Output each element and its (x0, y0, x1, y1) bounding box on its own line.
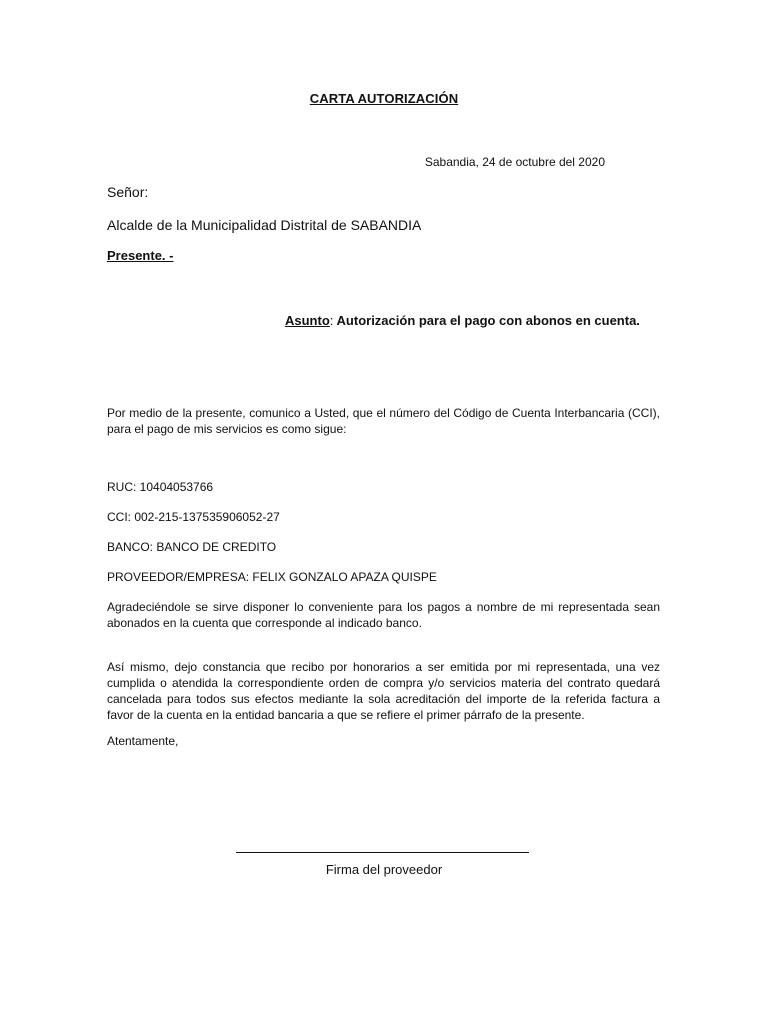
recipient: Alcalde de la Municipalidad Distrital de SABANDIA (107, 217, 422, 233)
letter-title: CARTA AUTORIZACIÓN (309, 91, 459, 106)
subject-line (285, 313, 640, 328)
letter-date: Sabandia, 24 de octubre del 2020 (424, 155, 605, 169)
signature-label: Firma del proveedor (325, 862, 443, 877)
salutation: Señor: (107, 184, 149, 200)
paragraph-statement: Así mismo, dejo constancia que recibo por honorarios a ser emitida por mi representada, una vez cumplida o atendida la correspondiente orden de compra y/o servicios materia del contrato quedará cancelada para todos sus efectos mediante la sola acreditación del importe de la referida factura a favor de la cuenta en la entidad bancaria a que se refiere el primer párrafo de la presente. (107, 660, 660, 722)
ruc-line: RUC: 10404053766 (107, 480, 214, 494)
bank-line: BANCO: BANCO DE CREDITO (107, 540, 277, 554)
signature-line (236, 852, 529, 853)
subject-label: Asunto (285, 313, 330, 328)
paragraph-intro: Por medio de la presente, comunico a Usted, que el número del Código de Cuenta Interbancaria (CCI), para el pago de mis servicios es como sigue: (107, 406, 660, 436)
presente-label: Presente. - (107, 248, 174, 263)
subject-colon: : (329, 313, 334, 328)
closing: Atentamente, (107, 734, 179, 748)
subject-text: Autorización para el pago con abonos en cuenta. (333, 313, 640, 328)
cci-line: CCI: 002-215-137535906052-27 (107, 510, 280, 524)
provider-line: PROVEEDOR/EMPRESA: FELIX GONZALO APAZA QUISPE (107, 570, 437, 584)
paragraph-thanks: Agradeciéndole se sirve disponer lo conveniente para los pagos a nombre de mi representada sean abonados en la cuenta que corresponde al indicado banco. (107, 600, 660, 630)
